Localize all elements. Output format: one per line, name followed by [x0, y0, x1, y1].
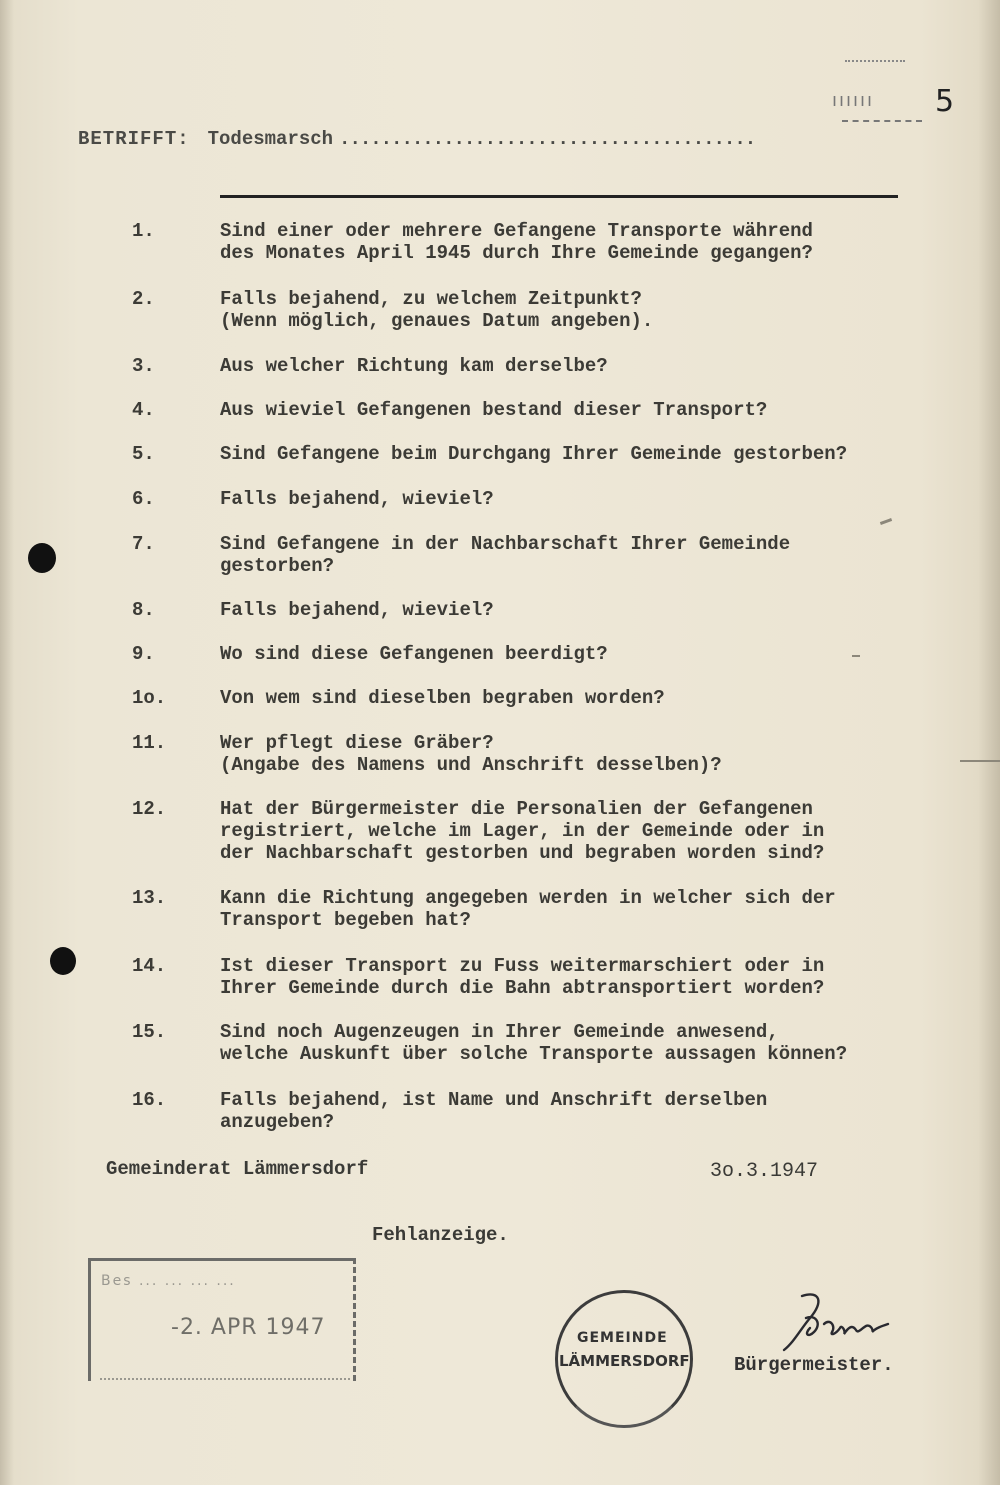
- subject-line: [78, 128, 755, 150]
- question-text: Aus wieviel Gefangenen bestand dieser Transport?: [220, 399, 768, 421]
- question-text: Ist dieser Transport zu Fuss weitermarschiert oder in Ihrer Gemeinde durch die Bahn abtransportiert worden?: [220, 955, 825, 999]
- question-number: 2.: [132, 288, 155, 310]
- nil-report: Fehlanzeige.: [372, 1224, 509, 1246]
- question-text: Falls bejahend, wieviel?: [220, 488, 494, 510]
- question-text: Sind noch Augenzeugen in Ihrer Gemeinde anwesend, welche Auskunft über solche Transporte aussagen können?: [220, 1021, 848, 1065]
- question-number: 6.: [132, 488, 155, 510]
- question-text: Sind Gefangene beim Durchgang Ihrer Gemeinde gestorben?: [220, 443, 848, 465]
- received-stamp-header: Bes ... ... ... ...: [101, 1273, 236, 1289]
- subject-value: Todesmarsch: [207, 128, 334, 150]
- subject-label: BETRIFFT:: [78, 128, 190, 150]
- question-number: 14.: [132, 955, 167, 977]
- municipal-seal: [555, 1290, 693, 1428]
- question-text: Wo sind diese Gefangenen beerdigt?: [220, 643, 608, 665]
- question-number: 16.: [132, 1089, 167, 1111]
- question-number: 12.: [132, 798, 167, 820]
- mayor-title: Bürgermeister.: [734, 1354, 894, 1376]
- question-text: Falls bejahend, zu welchem Zeitpunkt? (Wenn möglich, genaues Datum angeben).: [220, 288, 654, 332]
- question-text: Falls bejahend, wieviel?: [220, 599, 494, 621]
- seal-line-2: LÄMMERSDORF: [559, 1352, 690, 1370]
- paper-crease: [960, 760, 1000, 762]
- question-number: 1o.: [132, 687, 167, 709]
- subject-rule: [220, 195, 898, 198]
- question-number: 7.: [132, 533, 155, 555]
- seal-line-1: GEMEINDE: [577, 1330, 668, 1346]
- page-ticks: ıııııı: [832, 90, 875, 111]
- question-number: 13.: [132, 887, 167, 909]
- mayor-signature: [772, 1288, 902, 1358]
- page-number: 5: [935, 84, 955, 119]
- received-stamp: [88, 1258, 356, 1381]
- question-number: 9.: [132, 643, 155, 665]
- question-number: 3.: [132, 355, 155, 377]
- question-number: 1.: [132, 220, 155, 242]
- question-text: Kann die Richtung angegeben werden in welcher sich der Transport begeben hat?: [220, 887, 836, 931]
- question-text: Aus welcher Richtung kam derselbe?: [220, 355, 608, 377]
- right-edge-shadow: [978, 0, 1000, 1485]
- question-text: Falls bejahend, ist Name und Anschrift derselben anzugeben?: [220, 1089, 768, 1133]
- question-number: 5.: [132, 443, 155, 465]
- punch-hole-top: [28, 543, 56, 573]
- question-text: Sind Gefangene in der Nachbarschaft Ihrer Gemeinde gestorben?: [220, 533, 791, 577]
- received-stamp-bottom: [100, 1378, 350, 1380]
- left-edge-shadow: [0, 0, 14, 1485]
- question-number: 11.: [132, 732, 167, 754]
- council-name: Gemeinderat Lämmersdorf: [106, 1158, 369, 1180]
- punch-hole-bottom: [50, 947, 76, 975]
- question-text: Wer pflegt diese Gräber? (Angabe des Namens und Anschrift desselben)?: [220, 732, 722, 776]
- ink-mark: [852, 655, 860, 657]
- received-date: -2. APR 1947: [171, 1315, 326, 1340]
- subject-dots: ........................................: [339, 128, 756, 150]
- page-number-dashes: [842, 120, 922, 122]
- question-text: Von wem sind dieselben begraben worden?: [220, 687, 665, 709]
- question-number: 4.: [132, 399, 155, 421]
- question-number: 15.: [132, 1021, 167, 1043]
- top-dots: [845, 60, 905, 62]
- question-text: Hat der Bürgermeister die Personalien der Gefangenen registriert, welche im Lager, in der Gemeinde oder in der Nachbarschaft gestorben und begraben worden sind?: [220, 798, 825, 864]
- question-number: 8.: [132, 599, 155, 621]
- document-date: 3o.3.1947: [710, 1160, 819, 1183]
- question-text: Sind einer oder mehrere Gefangene Transporte während des Monates April 1945 durch Ihre Gemeinde gegangen?: [220, 220, 813, 264]
